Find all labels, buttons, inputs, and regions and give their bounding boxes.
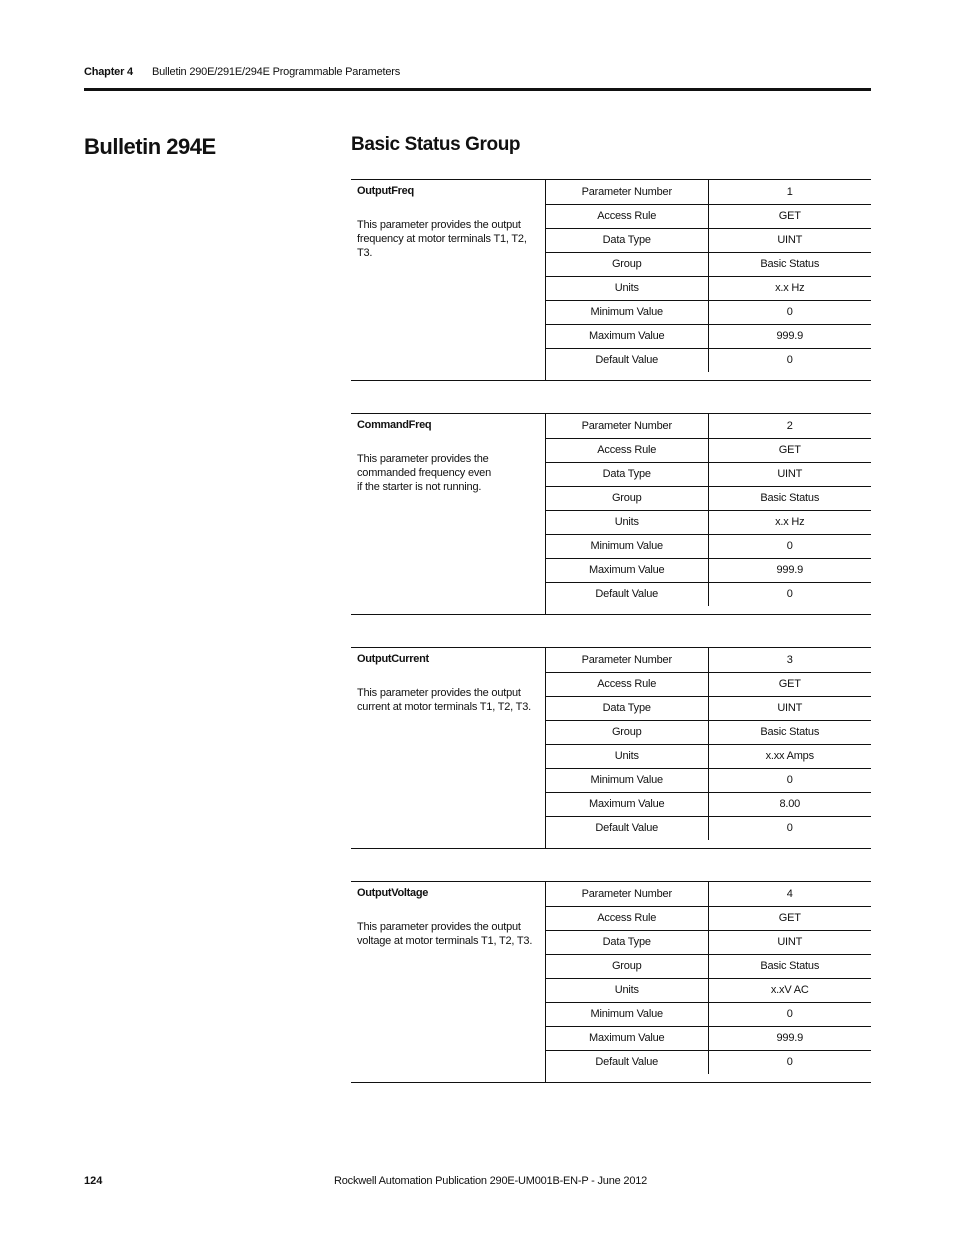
attribute-value: UINT bbox=[708, 696, 871, 720]
attribute-value: Basic Status bbox=[708, 252, 871, 276]
table-row bbox=[546, 906, 871, 930]
attribute-value: x.x Hz bbox=[708, 276, 871, 300]
table-row bbox=[546, 510, 871, 534]
parameter-name: CommandFreq bbox=[357, 419, 432, 431]
attribute-label: Maximum Value bbox=[546, 558, 708, 582]
attribute-label: Minimum Value bbox=[546, 300, 708, 324]
table-row bbox=[546, 438, 871, 462]
attribute-value: Basic Status bbox=[708, 486, 871, 510]
table-row bbox=[546, 486, 871, 510]
parameter-attributes-table bbox=[546, 180, 871, 372]
attribute-value: x.xV AC bbox=[708, 978, 871, 1002]
table-row bbox=[546, 744, 871, 768]
attribute-value: GET bbox=[708, 204, 871, 228]
table-row bbox=[546, 1026, 871, 1050]
parameter-info bbox=[351, 180, 546, 380]
attribute-value: 4 bbox=[708, 882, 871, 906]
attribute-value: 3 bbox=[708, 648, 871, 672]
attribute-label: Maximum Value bbox=[546, 324, 708, 348]
attribute-value: GET bbox=[708, 438, 871, 462]
attribute-label: Data Type bbox=[546, 696, 708, 720]
attribute-label: Default Value bbox=[546, 1050, 708, 1074]
publication-footer: Rockwell Automation Publication 290E-UM001B-EN-P - June 2012 bbox=[334, 1175, 648, 1187]
table-row bbox=[546, 816, 871, 840]
attribute-value: 0 bbox=[786, 354, 793, 367]
attribute-value: GET bbox=[708, 906, 871, 930]
attribute-label: Units bbox=[546, 510, 708, 534]
attribute-label: Units bbox=[546, 744, 708, 768]
parameter-description: This parameter provides the output voltage at motor terminals T1, T2, T3. bbox=[357, 921, 533, 947]
parameter-name: OutputFreq bbox=[357, 185, 414, 197]
table-row bbox=[546, 252, 871, 276]
parameter-description: This parameter provides the commanded frequency even if the starter is not running. bbox=[357, 453, 492, 493]
attribute-value: 0 bbox=[786, 1056, 793, 1069]
table-row bbox=[546, 930, 871, 954]
table-row bbox=[546, 954, 871, 978]
table-row bbox=[546, 720, 871, 744]
parameter-attributes-table bbox=[546, 648, 871, 840]
attribute-label: Data Type bbox=[546, 930, 708, 954]
table-row bbox=[546, 768, 871, 792]
attribute-value: 0 bbox=[708, 300, 871, 324]
attribute-value: 999.9 bbox=[708, 1026, 871, 1050]
attribute-value: 0 bbox=[708, 768, 871, 792]
attribute-value: 0 bbox=[708, 1002, 871, 1026]
attribute-label: Parameter Number bbox=[546, 414, 708, 438]
attribute-label: Minimum Value bbox=[546, 768, 708, 792]
table-row bbox=[546, 300, 871, 324]
parameter-attributes-table bbox=[546, 414, 871, 606]
attribute-label: Access Rule bbox=[546, 204, 708, 228]
attribute-label: Group bbox=[546, 720, 708, 744]
attribute-value: UINT bbox=[708, 462, 871, 486]
attribute-label: Default Value bbox=[546, 348, 708, 372]
table-row bbox=[546, 534, 871, 558]
attribute-value: UINT bbox=[708, 228, 871, 252]
page-title: Bulletin 294E bbox=[84, 134, 216, 159]
table-row bbox=[546, 204, 871, 228]
parameter-block-outputfreq bbox=[351, 179, 871, 381]
parameter-name: OutputCurrent bbox=[357, 653, 429, 665]
parameter-info bbox=[351, 648, 546, 848]
attribute-label: Units bbox=[546, 978, 708, 1002]
table-row bbox=[546, 348, 871, 372]
table-row bbox=[546, 462, 871, 486]
running-header bbox=[84, 66, 871, 82]
attribute-label: Units bbox=[546, 276, 708, 300]
table-row bbox=[546, 228, 871, 252]
parameter-name: OutputVoltage bbox=[357, 887, 429, 899]
attribute-label: Maximum Value bbox=[546, 792, 708, 816]
parameter-info bbox=[351, 414, 546, 614]
attribute-value: 8.00 bbox=[708, 792, 871, 816]
section-heading: Basic Status Group bbox=[351, 134, 521, 155]
attribute-label: Minimum Value bbox=[546, 1002, 708, 1026]
attribute-value: Basic Status bbox=[708, 954, 871, 978]
table-row bbox=[546, 696, 871, 720]
table-row bbox=[546, 558, 871, 582]
table-row bbox=[546, 276, 871, 300]
attribute-label: Data Type bbox=[546, 228, 708, 252]
chapter-title: Bulletin 290E/291E/294E Programmable Parameters bbox=[152, 66, 401, 78]
attribute-label: Access Rule bbox=[546, 438, 708, 462]
attribute-value: x.xx Amps bbox=[708, 744, 871, 768]
parameter-attributes-table bbox=[546, 882, 871, 1074]
table-row bbox=[546, 180, 871, 204]
attribute-value: GET bbox=[708, 672, 871, 696]
header-rule bbox=[84, 88, 871, 91]
table-row bbox=[546, 582, 871, 606]
attribute-value: x.x Hz bbox=[708, 510, 871, 534]
attribute-value: 999.9 bbox=[708, 324, 871, 348]
attribute-value: 0 bbox=[786, 588, 793, 601]
attribute-label: Access Rule bbox=[546, 672, 708, 696]
table-row bbox=[546, 672, 871, 696]
parameter-block-outputvoltage bbox=[351, 881, 871, 1083]
attribute-label: Data Type bbox=[546, 462, 708, 486]
attribute-label: Parameter Number bbox=[546, 180, 708, 204]
attribute-label: Group bbox=[546, 954, 708, 978]
table-row bbox=[546, 792, 871, 816]
table-row bbox=[546, 882, 871, 906]
attribute-value: 999.9 bbox=[708, 558, 871, 582]
table-row bbox=[546, 1050, 871, 1074]
attribute-label: Group bbox=[546, 486, 708, 510]
attribute-value: 0 bbox=[708, 534, 871, 558]
table-row bbox=[546, 414, 871, 438]
parameter-info bbox=[351, 882, 546, 1082]
attribute-value: 1 bbox=[708, 180, 871, 204]
table-row bbox=[546, 978, 871, 1002]
attribute-value: 0 bbox=[786, 822, 793, 835]
attribute-label: Maximum Value bbox=[546, 1026, 708, 1050]
parameter-description: This parameter provides the output frequency at motor terminals T1, T2, T3. bbox=[357, 219, 527, 259]
attribute-value: UINT bbox=[708, 930, 871, 954]
attribute-label: Parameter Number bbox=[546, 882, 708, 906]
attribute-value: 2 bbox=[708, 414, 871, 438]
attribute-label: Default Value bbox=[546, 816, 708, 840]
attribute-label: Parameter Number bbox=[546, 648, 708, 672]
attribute-value: Basic Status bbox=[708, 720, 871, 744]
table-row bbox=[546, 648, 871, 672]
attribute-label: Access Rule bbox=[546, 906, 708, 930]
attribute-label: Default Value bbox=[546, 582, 708, 606]
page-number: 124 bbox=[84, 1175, 103, 1187]
attribute-label: Minimum Value bbox=[546, 534, 708, 558]
parameter-description: This parameter provides the output current at motor terminals T1, T2, T3. bbox=[357, 687, 531, 713]
parameter-block-outputcurrent bbox=[351, 647, 871, 849]
chapter-label: Chapter 4 bbox=[84, 66, 133, 78]
table-row bbox=[546, 324, 871, 348]
parameter-block-commandfreq bbox=[351, 413, 871, 615]
attribute-label: Group bbox=[546, 252, 708, 276]
table-row bbox=[546, 1002, 871, 1026]
